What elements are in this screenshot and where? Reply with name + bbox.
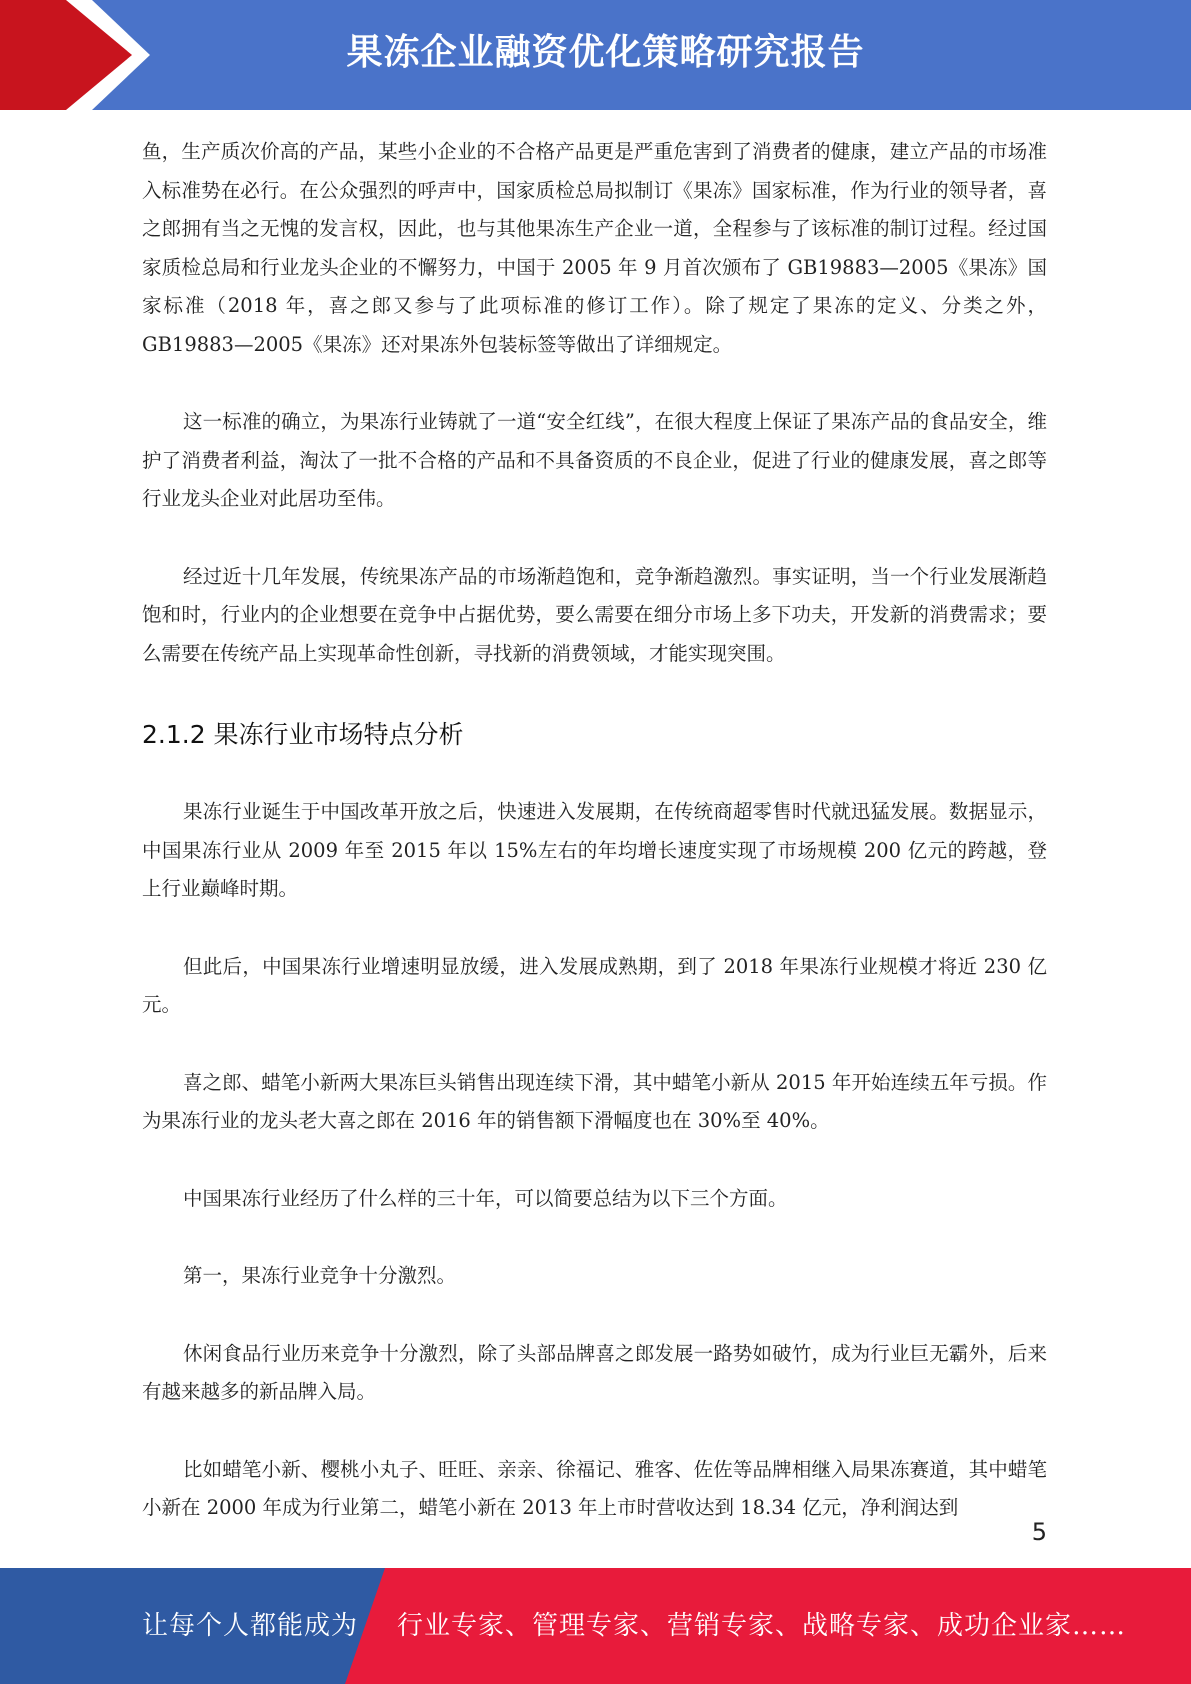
paragraph: 第一，果冻行业竞争十分激烈。: [183, 1264, 457, 1287]
paragraph: 经过近十几年发展，传统果冻产品的市场渐趋饱和，竞争渐趋激烈。事实证明，当一个行业发展渐趋饱和时，行业内的企业想要在竞争中占据优势，要么需要在细分市场上多下功夫，开发新的消费需求；要么需要在传统产品上实现革命性创新，寻找新的消费领域，才能实现突围。: [142, 564, 1047, 665]
paragraph: 休闲食品行业历来竞争十分激烈，除了头部品牌喜之郎发展一路势如破竹，成为行业巨无霸外，后来有越来越多的新品牌入局。: [142, 1341, 1047, 1403]
section-heading: 2.1.2 果冻行业市场特点分析: [142, 720, 464, 749]
paragraph: 喜之郎、蜡笔小新两大果冻巨头销售出现连续下滑，其中蜡笔小新从 2015 年开始连续五年亏损。作为果冻行业的龙头老大喜之郎在 2016 年的销售额下滑幅度也在 30%至 40%。: [142, 1070, 1047, 1132]
paragraph: 比如蜡笔小新、樱桃小丸子、旺旺、亲亲、徐福记、雅客、佐佐等品牌相继入局果冻赛道，其中蜡笔小新在 2000 年成为行业第二，蜡笔小新在 2013 年上市时营收达到 18.34 亿元，净利润达到: [142, 1457, 1047, 1519]
footer-slogan-right: 行业专家、管理专家、营销专家、战略专家、成功企业家……: [397, 1611, 1127, 1641]
footer-slogan-left: 让每个人都能成为: [142, 1611, 359, 1641]
paragraph: 鱼，生产质次价高的产品，某些小企业的不合格产品更是严重危害到了消费者的健康，建立产品的市场准入标准势在必行。在公众强烈的呼声中，国家质检总局拟制订《果冻》国家标准，作为行业的领导者，喜之郎拥有当之无愧的发言权，因此，也与其他果冻生产企业一道，全程参与了该标准的制订过程。经过国家质检总局和行业龙头企业的不懈努力，中国于 2005 年 9 月首次颁布了 GB19883—2005《果冻》国家标准（2018 年，喜之郎又参与了此项标准的修订工作）。除了规定了果冻的定义、分类之外，GB19883—2005《果冻》还对果冻外包装标签等做出了详细规定。: [142, 140, 1047, 356]
header-banner: [0, 0, 1191, 110]
report-title: 果冻企业融资优化策略研究报告: [346, 32, 865, 73]
paragraph: 这一标准的确立，为果冻行业铸就了一道“安全红线”，在很大程度上保证了果冻产品的食品安全，维护了消费者利益，淘汰了一批不合格的产品和不具备资质的不良企业，促进了行业的健康发展，喜之郎等行业龙头企业对此居功至伟。: [142, 410, 1047, 510]
page-number: 5: [1031, 1518, 1047, 1546]
page-content: [142, 133, 1047, 1528]
footer-banner: [0, 1568, 1191, 1684]
paragraph: 果冻行业诞生于中国改革开放之后，快速进入发展期，在传统商超零售时代就迅猛发展。数据显示，中国果冻行业从 2009 年至 2015 年以 15%左右的年均增长速度实现了市场规模 200 亿元的跨越，登上行业巅峰时期。: [142, 800, 1047, 900]
paragraph: 中国果冻行业经历了什么样的三十年，可以简要总结为以下三个方面。: [183, 1186, 788, 1210]
paragraph: 但此后，中国果冻行业增速明显放缓，进入发展成熟期，到了 2018 年果冻行业规模才将近 230 亿元。: [142, 954, 1047, 1016]
